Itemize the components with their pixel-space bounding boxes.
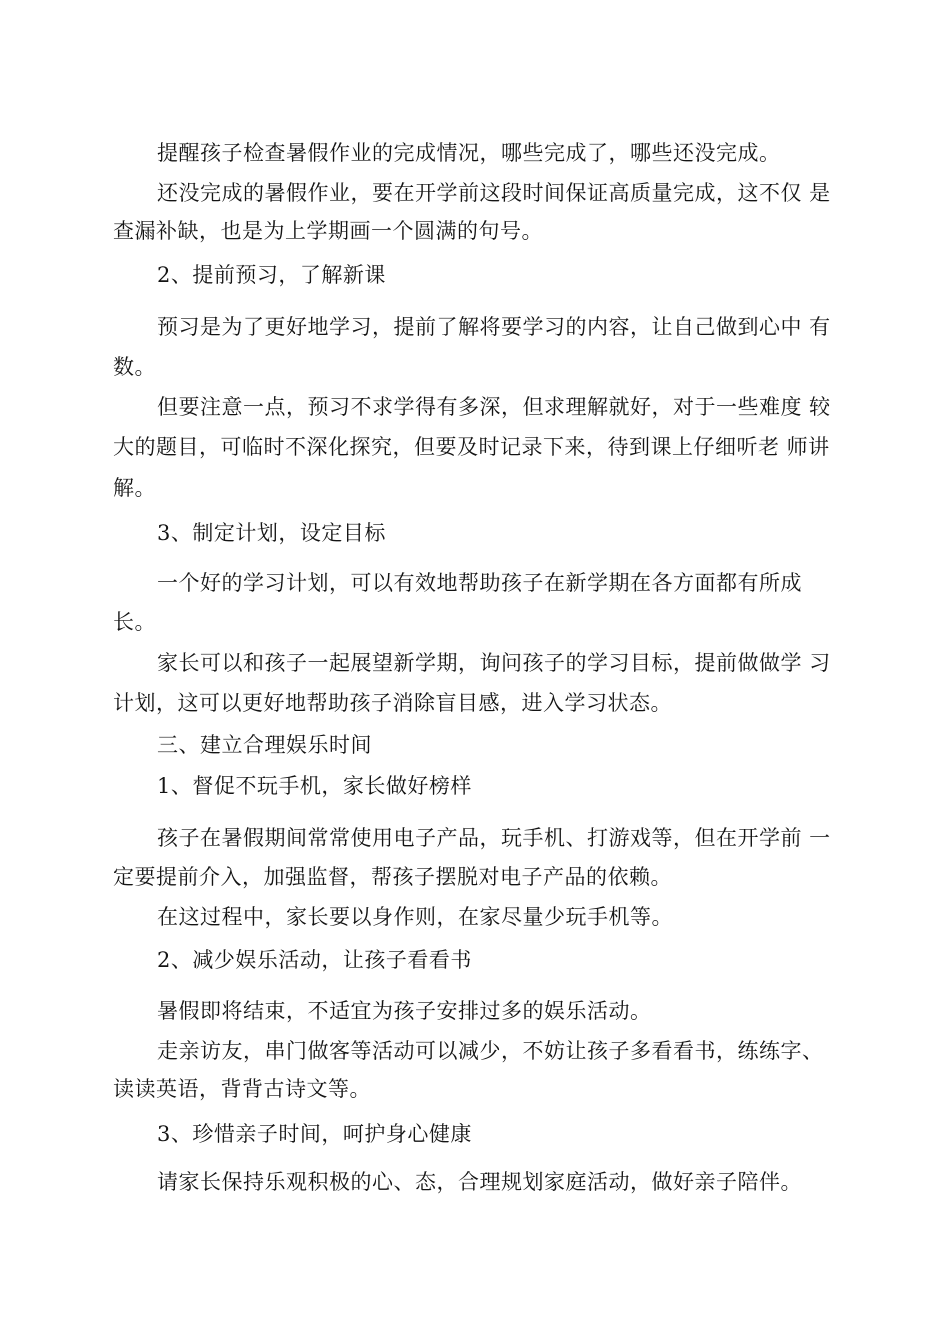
chapter-heading: 三、建立合理娱乐时间	[157, 733, 372, 757]
text-line: 提醒孩子检查暑假作业的完成情况，哪些完成了，哪些还没完成。	[157, 141, 781, 165]
text-line: 解。	[113, 476, 156, 500]
section-heading: 2、减少娱乐活动，让孩子看看书	[157, 948, 472, 972]
text-line: 暑假即将结束，不适宜为孩子安排过多的娱乐活动。	[157, 999, 652, 1023]
text-line: 还没完成的暑假作业，要在开学前这段时间保证高质量完成，这不仅 是	[157, 181, 831, 205]
section-heading: 3、珍惜亲子时间，呵护身心健康	[157, 1122, 472, 1146]
section-heading: 2、提前预习，了解新课	[157, 263, 386, 287]
text-line: 长。	[113, 610, 156, 634]
text-line: 数。	[113, 355, 156, 379]
text-line: 走亲访友，串门做客等活动可以减少，不妨让孩子多看看书，练练字、	[157, 1039, 824, 1063]
text-line: 但要注意一点，预习不求学得有多深，但求理解就好，对于一些难度 较	[157, 395, 831, 419]
text-line: 计划，这可以更好地帮助孩子消除盲目感，进入学习状态。	[113, 691, 672, 715]
text-line: 家长可以和孩子一起展望新学期，询问孩子的学习目标，提前做做学 习	[157, 651, 831, 675]
text-line: 读读英语，背背古诗文等。	[113, 1077, 371, 1101]
text-line: 请家长保持乐观积极的心、态，合理规划家庭活动，做好亲子陪伴。	[157, 1170, 802, 1194]
text-line: 在这过程中，家长要以身作则，在家尽量少玩手机等。	[157, 905, 673, 929]
section-heading: 1、督促不玩手机，家长做好榜样	[157, 774, 472, 798]
text-line: 大的题目，可临时不深化探究，但要及时记录下来，待到课上仔细听老 师讲	[113, 435, 830, 459]
section-heading: 3、制定计划，设定目标	[157, 521, 386, 545]
text-line: 预习是为了更好地学习，提前了解将要学习的内容，让自己做到心中 有	[157, 315, 831, 339]
text-line: 定要提前介入，加强监督，帮孩子摆脱对电子产品的依赖。	[113, 865, 672, 889]
text-line: 查漏补缺，也是为上学期画一个圆满的句号。	[113, 219, 543, 243]
text-line: 一个好的学习计划，可以有效地帮助孩子在新学期在各方面都有所成	[157, 571, 802, 595]
text-line: 孩子在暑假期间常常使用电子产品，玩手机、打游戏等，但在开学前 一	[157, 826, 831, 850]
